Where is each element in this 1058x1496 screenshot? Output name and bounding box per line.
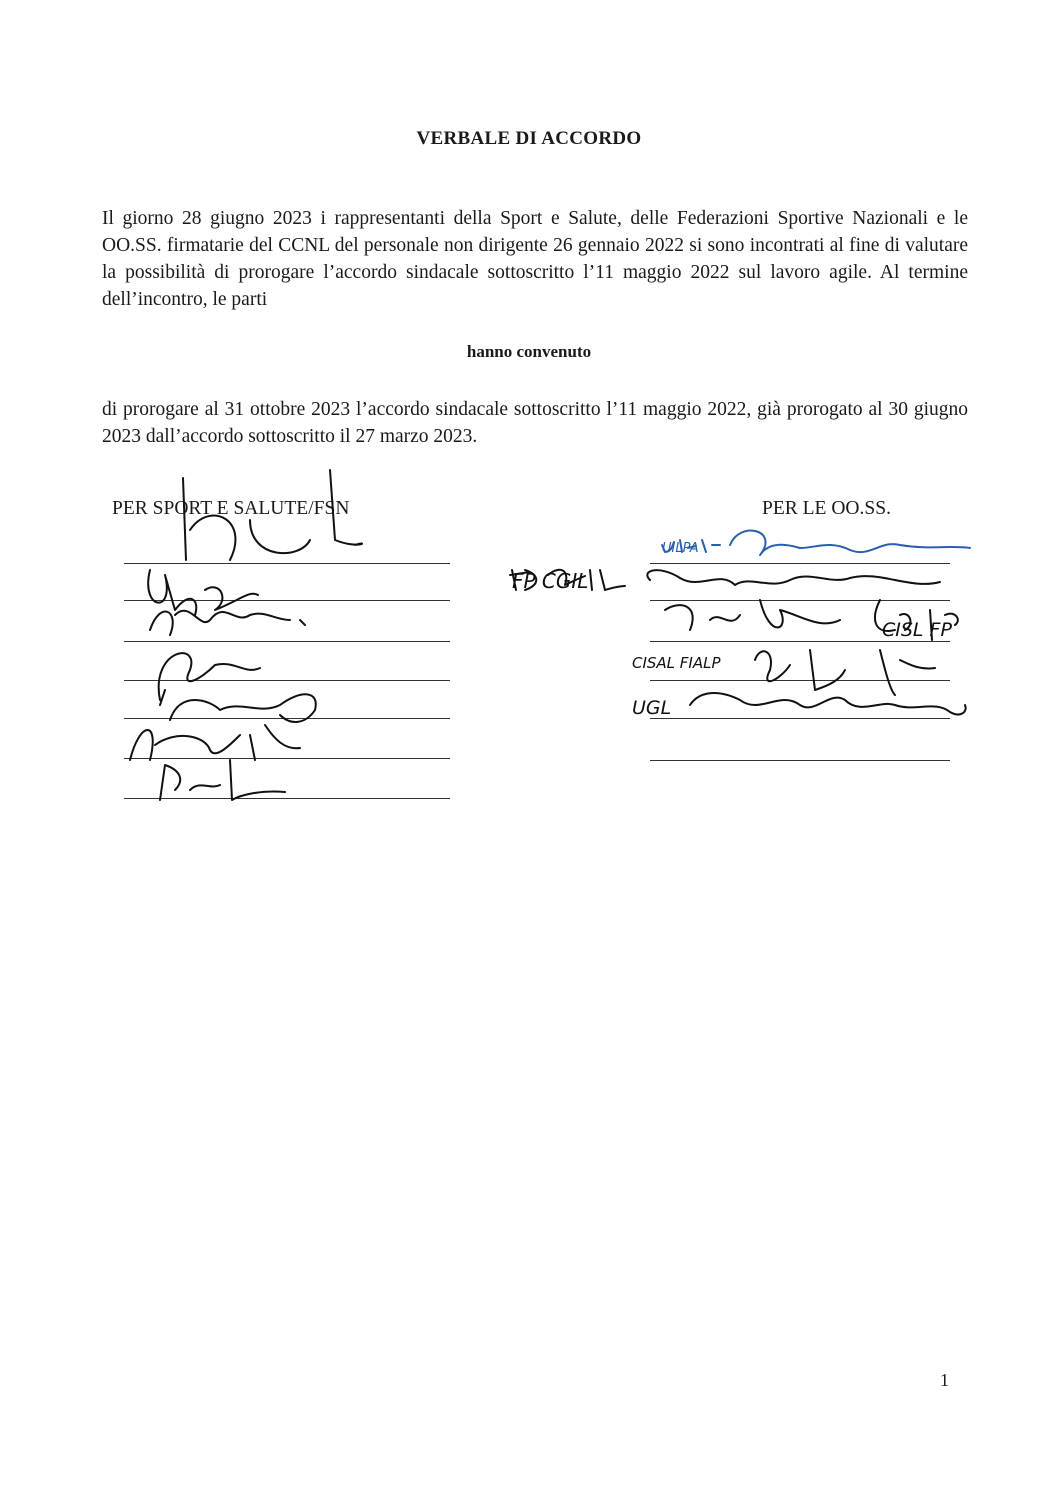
signature-scribble xyxy=(647,570,940,585)
convened-heading: hanno convenuto xyxy=(466,342,592,361)
signature-scribble xyxy=(665,600,840,630)
signature-scribble xyxy=(755,650,935,695)
signature-scribble xyxy=(730,531,970,555)
intro-paragraph: Il giorno 28 giugno 2023 i rappresentanti della Sport e Salute, delle Federazioni Sportive Nazionali e le OO.SS. firmatarie del CCNL del personale non dirigente 26 gennaio 2022 si sono incontrati al fine di valutare la possibilità di prorogare l’accordo sindacale sottoscritto l’11 maggio 2022 sul lavoro agile. Al termine dell’incontro, le parti xyxy=(102,208,968,310)
page-number: 1 xyxy=(940,1370,949,1390)
agreement-paragraph: di prorogare al 31 ottobre 2023 l’accordo sindacale sottoscritto l’11 maggio 2022, già prorogato al 30 giugno 2023 dall’accordo sottoscritto il 27 marzo 2023. xyxy=(102,399,968,447)
signature-scribble xyxy=(160,760,285,800)
document-title: VERBALE DI ACCORDO xyxy=(416,128,642,149)
signature-scribble xyxy=(690,693,966,714)
union-label: UILPA xyxy=(662,541,699,556)
right-signatory-heading: PER LE OO.SS. xyxy=(762,498,891,519)
union-label: CISL FP xyxy=(882,619,952,641)
signature-scribble xyxy=(183,470,362,560)
signature-scribble xyxy=(150,611,305,635)
signature-scribble xyxy=(159,653,260,705)
union-label: FP CGIL xyxy=(512,569,589,593)
union-label: UGL xyxy=(632,697,672,719)
signature-scribble xyxy=(170,694,316,722)
signature-scribble xyxy=(148,570,258,615)
union-label: CISAL FIALP xyxy=(632,654,721,672)
left-signatory-heading: PER SPORT E SALUTE/FSN xyxy=(112,498,350,519)
signature-scribble xyxy=(130,725,300,760)
